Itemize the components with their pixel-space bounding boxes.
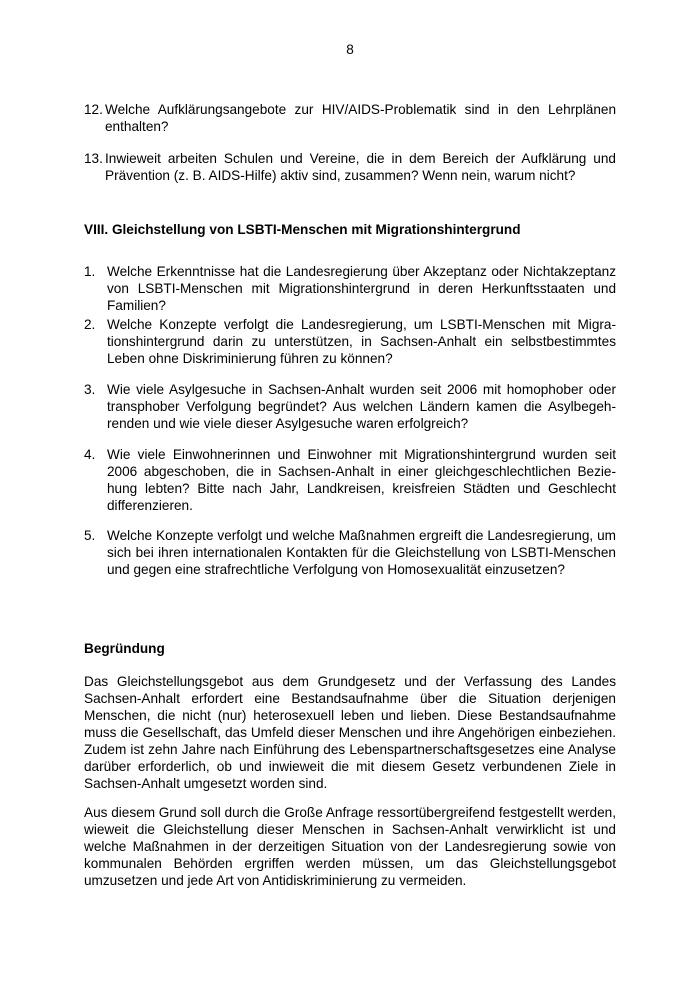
section-question-3: [84, 381, 616, 432]
question-text: Welche Aufklärungsangebote zur HIV/AIDS-Problematik sind in den Lehrplänen enthalten?: [105, 102, 616, 134]
question-text: Inwieweit arbeiten Schulen und Vereine, die in dem Bereich der Aufklärung und Prävention (z. B. AIDS-Hilfe) aktiv sind, zusammen? Wenn nein, warum nicht?: [105, 151, 616, 183]
justification-heading: Begründung: [84, 641, 165, 656]
justification-paragraph-2: Aus diesem Grund soll durch die Große Anfrage ressortübergreifend festgestellt werden, wieweit die Gleichstellung dieser Menschen in Sachsen-Anhalt verwirklicht ist und welche Maßnahmen in der derzeitigen Situation von der Landesregierung sowie von kommunalen Behörden ergriffen werden müssen, um das Gleichstellungsgebot umzusetzen und jede Art von Antidiskriminierung zu vermeiden.: [84, 805, 616, 888]
section-question-5: [84, 527, 616, 578]
section-question-4: [84, 446, 616, 514]
question-text: Wie viele Asylgesuche in Sachsen-Anhalt wurden seit 2006 mit homophober oder transphober Verfolgung begründet? Aus welchen Ländern kamen die Asylbegehrenden und wie viele dieser Asylgesuche waren erfolgreich?: [107, 382, 616, 431]
question-text: Wie viele Einwohnerinnen und Einwohner mit Migrationshintergrund wurden seit 2006 abgeschoben, die in Sachsen-Anhalt in einer gleichgeschlechtlichen Beziehung lebten? Bitte nach Jahr, Landkreisen, kreisfreien Städten und Geschlecht differenzieren.: [107, 447, 616, 513]
question-12: [84, 101, 616, 135]
question-text: Welche Konzepte verfolgt die Landesregierung, um LSBTI-Menschen mit Migrationshintergrund darin zu unterstützen, in Sachsen-Anhalt ein selbstbestimmtes Leben ohne Diskriminierung führen zu können?: [107, 317, 616, 366]
question-number: 4.: [84, 447, 96, 462]
question-number: 1.: [84, 264, 96, 279]
question-number: 5.: [84, 528, 96, 543]
question-text: Welche Konzepte verfolgt und welche Maßnahmen ergreift die Landesregierung, um sich bei ihren internationalen Kontakten für die Gleichstellung von LSBTI-Menschen und gegen eine strafrechtliche Verfolgung von Homosexualität einzusetzen?: [107, 528, 616, 577]
page-number: 8: [346, 42, 354, 57]
section-heading: VIII. Gleichstellung von LSBTI-Menschen mit Migrationshintergrund: [84, 222, 521, 237]
question-text: Welche Erkenntnisse hat die Landesregierung über Akzeptanz oder Nichtakzeptanz von LSBTI-Menschen mit Migrationshintergrund in deren Herkunftsstaaten und Familien?: [107, 264, 616, 313]
question-number: 3.: [84, 382, 96, 397]
question-13: [84, 150, 616, 184]
section-question-2: [84, 316, 616, 367]
question-number: 13.: [84, 151, 103, 166]
question-number: 12.: [84, 102, 103, 117]
section-question-1: [84, 263, 616, 314]
question-number: 2.: [84, 317, 96, 332]
justification-paragraph-1: Das Gleichstellungsgebot aus dem Grundgesetz und der Verfassung des Landes Sachsen-Anhalt erfordert eine Bestandsaufnahme über die Situation derjenigen Menschen, die nicht (nur) heterosexuell leben und lieben. Diese Bestandsaufnahme muss die Gesellschaft, das Umfeld dieser Menschen und ihre Angehörigen einbeziehen. Zudem ist zehn Jahre nach Einführung des Lebenspartnerschaftsgesetzes eine Analyse darüber erforderlich, ob und inwieweit die mit diesem Gesetz verbundenen Ziele in Sachsen-Anhalt umgesetzt worden sind.: [84, 674, 616, 791]
